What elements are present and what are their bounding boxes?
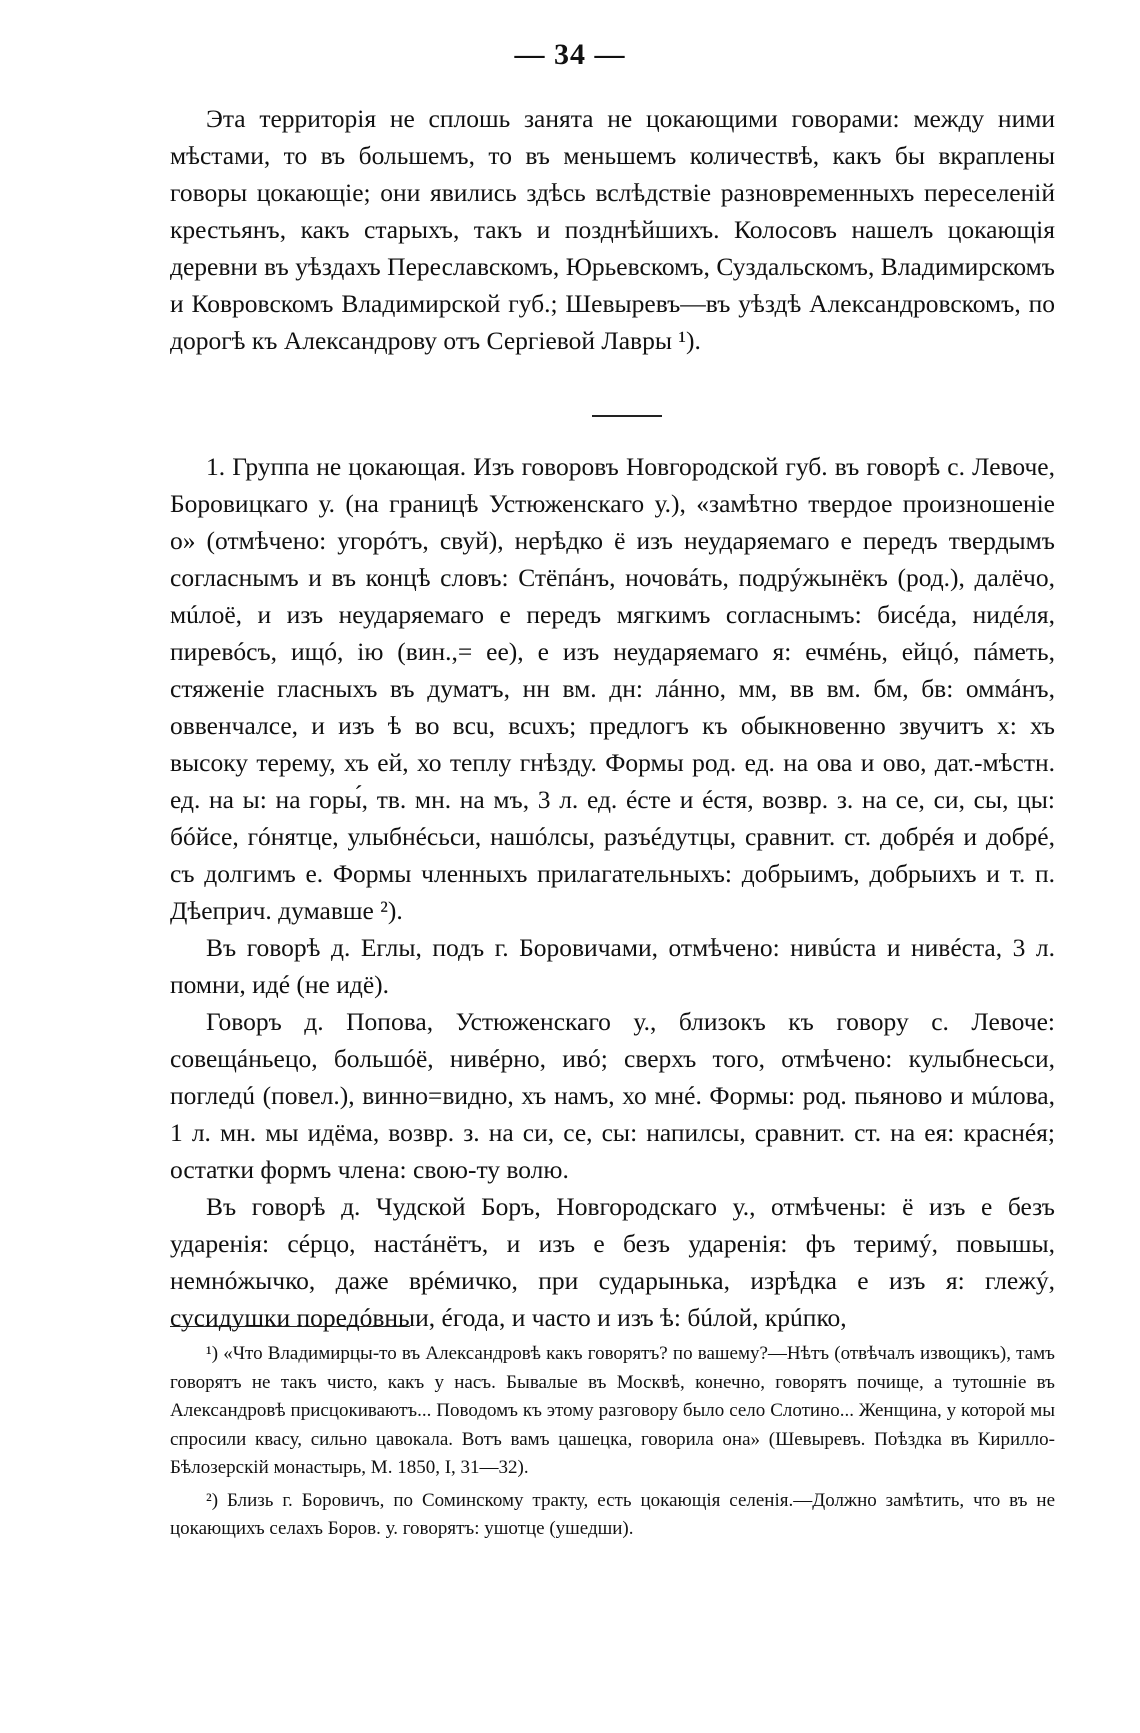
- footnote-2: ²) Близь г. Боровичъ, по Соминскому тракту, есть цокающія селенія.—Должно замѣтить, что въ не цокающихъ селахъ Боров. у. говорятъ: ушотце (ушедши).: [170, 1489, 1055, 1539]
- footnote-divider: [170, 1326, 410, 1327]
- section-paragraph-4: Въ говорѣ д. Чудской Боръ, Новгородскаго у., отмѣчены: ё изъ е безъ ударенія: сéрцо, настáнётъ, и изъ е безъ ударенія: фъ теримý, повышы, немнóжычко, даже врéмичко, при сударынька, изрѣдка е изъ я: глежý, сусидушки поредóвныи, éгода, и часто и изъ ѣ: бúлой, крúпко,: [170, 1192, 1055, 1332]
- intro-paragraph: [170, 100, 1055, 359]
- footnote-1: ¹) «Что Владимирцы-то въ Александровѣ какъ говорятъ? по вашему?—Нѣтъ (отвѣчалъ извощикъ), тамъ говорятъ не такъ чисто, какъ у насъ. Бывалые въ Москвѣ, конечно, говорятъ почище, а тутошніе въ Александровѣ присцокиваютъ... Поводомъ къ этому разговору было село Слотино... Женщина, у которой мы спросили квасу, сильно цавокала. Вотъ вамъ цашецка, говорила она» (Шевыревъ. Поѣздка въ Кирилло-Бѣлозерскій монастырь, М. 1850, I, 31—32).: [170, 1343, 1055, 1478]
- section-paragraph-1: 1. Группа не цокающая. Изъ говоровъ Новгородской губ. въ говорѣ с. Левоче, Боровицкаго у. (на границѣ Устюженскаго у.), «замѣтно твердое произношеніе о» (отмѣчено: угорóтъ, свуй), нерѣдко ё изъ неударяемаго е передъ твердымъ согласнымъ и въ концѣ словъ: Стёпáнъ, ночовáть, подрýжынёкъ (род.), далёчо, мúлоё, и изъ неударяемаго е передъ мягкимъ согласнымъ: бисéда, нидéля, пиревóсъ, ищó, iю (вин.,= ее), е изъ неударяемаго я: ечмéнь, ейцó, пáметь, стяженіе гласныхъ въ думатъ, нн вм. дн: лáнно, мм, вв вм. бм, бв: оммáнъ, оввенчалсе, и изъ ѣ во всu, всuхъ; предлогъ къ обыкновенно звучитъ х: хъ высоку терему, хъ ей, хо теплу гнѣзду. Формы род. ед. на ова и ово, дат.-мѣстн. ед. на ы: на горы́, тв. мн. на мъ, 3 л. ед. éсте и éстя, возвр. з. на се, си, сы, цы: бóйсе, гóнятце, улыбнéсьси, нашóлсы, разъéдутцы, сравнит. ст. добрéя и добрé, съ долгимъ е. Формы членныхъ прилагательныхъ: добрыимъ, добрыихъ и т. п. Дѣеприч. думавше ²).: [170, 452, 1055, 925]
- section-body: [170, 448, 1055, 1336]
- footnotes: [170, 1340, 1055, 1548]
- intro-text: Эта территорія не сплошь занята не цокающими говорами: между ними мѣстами, то въ большемъ, то въ меньшемъ количествѣ, какъ бы вкраплены говоры цокающіе; они явились здѣсь вслѣдствіе разновременныхъ переселеній крестьянъ, какъ старыхъ, такъ и позднѣйшихъ. Колосовъ нашелъ цокающія деревни въ уѣздахъ Переславскомъ, Юрьевскомъ, Суздальскомъ, Владимирскомъ и Ковровскомъ Владимирской губ.; Шевыревъ—въ уѣздѣ Александровскомъ, по дорогѣ къ Александрову отъ Сергіевой Лавры ¹).: [170, 104, 1055, 355]
- section-paragraph-2: Въ говорѣ д. Еглы, подъ г. Боровичами, отмѣчено: нивúста и нивéста, 3 л. помни, идé (не идё).: [170, 933, 1055, 999]
- page-number: — 34 —: [514, 38, 626, 71]
- section-divider: [592, 415, 662, 417]
- section-paragraph-3: Говоръ д. Попова, Устюженскаго у., близокъ къ говору с. Левоче: совещáньецо, большóё, нивéрно, ивó; сверхъ того, отмѣчено: кулыбнесьси, погледú (повел.), винно=видно, хъ намъ, хо мнé. Формы: род. пьяново и мúлова, 1 л. мн. мы идёма, возвр. з. на си, се, сы: напилсы, сравнит. ст. на ея: краснéя; остатки формъ члена: свою-ту волю.: [170, 1007, 1055, 1184]
